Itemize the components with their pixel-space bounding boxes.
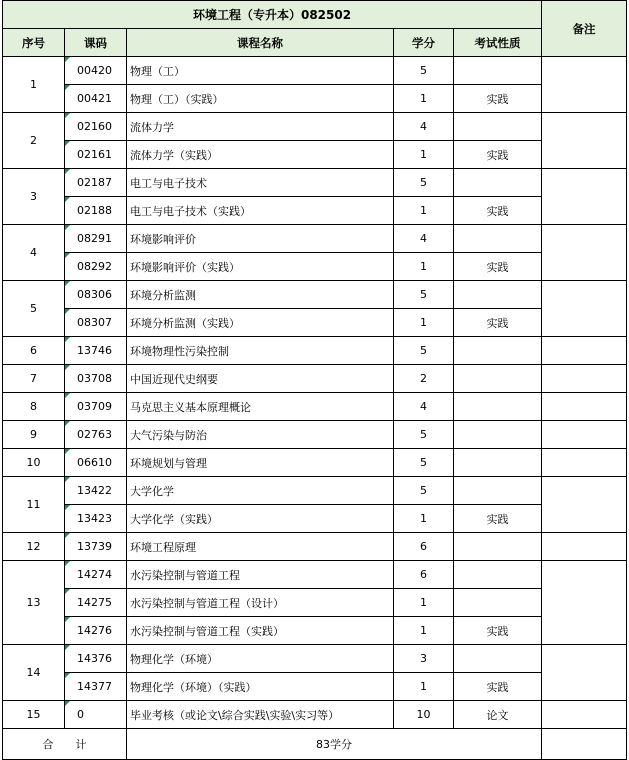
course-name-cell: 物理（工）（实践） bbox=[127, 85, 394, 113]
header-name: 课程名称 bbox=[127, 29, 394, 57]
exam-type-cell bbox=[454, 225, 542, 253]
credits-cell: 10 bbox=[394, 701, 454, 729]
course-code-cell: 06610 bbox=[65, 449, 127, 477]
remark-cell bbox=[542, 645, 627, 701]
seq-cell: 10 bbox=[3, 449, 65, 477]
course-name-cell: 物理（工） bbox=[127, 57, 394, 85]
exam-type-cell: 实践 bbox=[454, 505, 542, 533]
credits-cell: 1 bbox=[394, 589, 454, 617]
seq-cell: 1 bbox=[3, 57, 65, 113]
header-exam: 考试性质 bbox=[454, 29, 542, 57]
exam-type-cell: 实践 bbox=[454, 309, 542, 337]
course-name-cell: 大学化学（实践） bbox=[127, 505, 394, 533]
seq-cell: 7 bbox=[3, 365, 65, 393]
remark-cell bbox=[542, 281, 627, 337]
exam-type-cell: 实践 bbox=[454, 197, 542, 225]
course-name-cell: 马克思主义基本原理概论 bbox=[127, 393, 394, 421]
course-code-cell: 13746 bbox=[65, 337, 127, 365]
seq-cell: 14 bbox=[3, 645, 65, 701]
seq-cell: 2 bbox=[3, 113, 65, 169]
course-code-cell: 00420 bbox=[65, 57, 127, 85]
table-row bbox=[3, 85, 627, 113]
course-name-cell: 环境物理性污染控制 bbox=[127, 337, 394, 365]
table-row bbox=[3, 393, 627, 421]
table-row bbox=[3, 365, 627, 393]
table-row bbox=[3, 701, 627, 729]
header-remark: 备注 bbox=[542, 1, 627, 57]
course-name-cell: 环境影响评价 bbox=[127, 225, 394, 253]
table-row bbox=[3, 421, 627, 449]
credits-cell: 5 bbox=[394, 57, 454, 85]
credits-cell: 1 bbox=[394, 141, 454, 169]
exam-type-cell bbox=[454, 281, 542, 309]
course-code-cell: 02188 bbox=[65, 197, 127, 225]
course-code-cell: 02187 bbox=[65, 169, 127, 197]
seq-cell: 9 bbox=[3, 421, 65, 449]
table-row bbox=[3, 589, 627, 617]
course-code-cell: 02160 bbox=[65, 113, 127, 141]
exam-type-cell bbox=[454, 477, 542, 505]
exam-type-cell: 实践 bbox=[454, 673, 542, 701]
exam-type-cell bbox=[454, 57, 542, 85]
course-name-cell: 大气污染与防治 bbox=[127, 421, 394, 449]
course-name-cell: 环境影响评价（实践） bbox=[127, 253, 394, 281]
exam-type-cell: 实践 bbox=[454, 85, 542, 113]
course-name-cell: 环境规划与管理 bbox=[127, 449, 394, 477]
course-code-cell: 13422 bbox=[65, 477, 127, 505]
table-row bbox=[3, 141, 627, 169]
seq-cell: 5 bbox=[3, 281, 65, 337]
table-title: 环境工程（专升本）082502 bbox=[3, 1, 542, 29]
table-row bbox=[3, 169, 627, 197]
remark-cell bbox=[542, 57, 627, 113]
seq-cell: 6 bbox=[3, 337, 65, 365]
course-name-cell: 水污染控制与管道工程（设计） bbox=[127, 589, 394, 617]
course-name-cell: 毕业考核（或论文\综合实践\实验\实习等） bbox=[127, 701, 394, 729]
exam-type-cell bbox=[454, 561, 542, 589]
credits-cell: 6 bbox=[394, 561, 454, 589]
course-name-cell: 环境分析监测 bbox=[127, 281, 394, 309]
credits-cell: 1 bbox=[394, 197, 454, 225]
credits-cell: 1 bbox=[394, 85, 454, 113]
course-code-cell: 14276 bbox=[65, 617, 127, 645]
course-name-cell: 电工与电子技术 bbox=[127, 169, 394, 197]
total-value: 83学分 bbox=[127, 729, 542, 760]
table-row bbox=[3, 449, 627, 477]
exam-type-cell bbox=[454, 589, 542, 617]
course-code-cell: 14376 bbox=[65, 645, 127, 673]
exam-type-cell bbox=[454, 645, 542, 673]
course-name-cell: 物理化学（环境） bbox=[127, 645, 394, 673]
table-row bbox=[3, 673, 627, 701]
table-row bbox=[3, 477, 627, 505]
exam-type-cell: 实践 bbox=[454, 617, 542, 645]
credits-cell: 4 bbox=[394, 113, 454, 141]
table-row bbox=[3, 505, 627, 533]
table-row bbox=[3, 309, 627, 337]
table-row bbox=[3, 197, 627, 225]
credits-cell: 6 bbox=[394, 533, 454, 561]
seq-cell: 11 bbox=[3, 477, 65, 533]
seq-cell: 13 bbox=[3, 561, 65, 645]
course-code-cell: 08306 bbox=[65, 281, 127, 309]
table-row bbox=[3, 533, 627, 561]
course-name-cell: 环境工程原理 bbox=[127, 533, 394, 561]
course-name-cell: 环境分析监测（实践） bbox=[127, 309, 394, 337]
course-code-cell: 13423 bbox=[65, 505, 127, 533]
course-code-cell: 14377 bbox=[65, 673, 127, 701]
exam-type-cell bbox=[454, 393, 542, 421]
header-seq: 序号 bbox=[3, 29, 65, 57]
exam-type-cell: 实践 bbox=[454, 253, 542, 281]
remark-cell bbox=[542, 337, 627, 365]
credits-cell: 4 bbox=[394, 393, 454, 421]
course-name-cell: 流体力学 bbox=[127, 113, 394, 141]
credits-cell: 5 bbox=[394, 337, 454, 365]
table-row bbox=[3, 225, 627, 253]
course-code-cell: 00421 bbox=[65, 85, 127, 113]
exam-type-cell bbox=[454, 421, 542, 449]
total-label: 合 计 bbox=[3, 729, 127, 760]
curriculum-table bbox=[2, 0, 627, 760]
credits-cell: 5 bbox=[394, 421, 454, 449]
course-name-cell: 大学化学 bbox=[127, 477, 394, 505]
credits-cell: 1 bbox=[394, 253, 454, 281]
seq-cell: 12 bbox=[3, 533, 65, 561]
exam-type-cell: 实践 bbox=[454, 141, 542, 169]
remark-cell bbox=[542, 477, 627, 533]
course-code-cell: 13739 bbox=[65, 533, 127, 561]
remark-cell bbox=[542, 393, 627, 421]
course-code-cell: 03709 bbox=[65, 393, 127, 421]
credits-cell: 1 bbox=[394, 617, 454, 645]
credits-cell: 5 bbox=[394, 169, 454, 197]
credits-cell: 1 bbox=[394, 309, 454, 337]
seq-cell: 8 bbox=[3, 393, 65, 421]
course-name-cell: 水污染控制与管道工程（实践） bbox=[127, 617, 394, 645]
exam-type-cell bbox=[454, 169, 542, 197]
credits-cell: 5 bbox=[394, 477, 454, 505]
course-code-cell: 02161 bbox=[65, 141, 127, 169]
remark-cell bbox=[542, 225, 627, 281]
credits-cell: 5 bbox=[394, 449, 454, 477]
seq-cell: 15 bbox=[3, 701, 65, 729]
table-row bbox=[3, 617, 627, 645]
course-code-cell: 08291 bbox=[65, 225, 127, 253]
table-body bbox=[3, 57, 627, 729]
course-name-cell: 流体力学（实践） bbox=[127, 141, 394, 169]
course-code-cell: 08307 bbox=[65, 309, 127, 337]
seq-cell: 4 bbox=[3, 225, 65, 281]
table-row bbox=[3, 645, 627, 673]
remark-cell bbox=[542, 561, 627, 645]
table-row bbox=[3, 281, 627, 309]
remark-cell bbox=[542, 113, 627, 169]
credits-cell: 3 bbox=[394, 645, 454, 673]
total-remark bbox=[542, 729, 627, 760]
credits-cell: 2 bbox=[394, 365, 454, 393]
table-row bbox=[3, 113, 627, 141]
course-code-cell: 03708 bbox=[65, 365, 127, 393]
course-name-cell: 水污染控制与管道工程 bbox=[127, 561, 394, 589]
remark-cell bbox=[542, 701, 627, 729]
credits-cell: 1 bbox=[394, 505, 454, 533]
course-code-cell: 14275 bbox=[65, 589, 127, 617]
course-name-cell: 物理化学（环境）（实践） bbox=[127, 673, 394, 701]
remark-cell bbox=[542, 421, 627, 449]
exam-type-cell bbox=[454, 113, 542, 141]
exam-type-cell: 论文 bbox=[454, 701, 542, 729]
exam-type-cell bbox=[454, 533, 542, 561]
course-code-cell: 02763 bbox=[65, 421, 127, 449]
seq-cell: 3 bbox=[3, 169, 65, 225]
course-name-cell: 电工与电子技术（实践） bbox=[127, 197, 394, 225]
table-row bbox=[3, 57, 627, 85]
course-code-cell: 14274 bbox=[65, 561, 127, 589]
table-row bbox=[3, 253, 627, 281]
exam-type-cell bbox=[454, 337, 542, 365]
credits-cell: 4 bbox=[394, 225, 454, 253]
remark-cell bbox=[542, 449, 627, 477]
table-row bbox=[3, 561, 627, 589]
header-credits: 学分 bbox=[394, 29, 454, 57]
course-code-cell: 0 bbox=[65, 701, 127, 729]
credits-cell: 1 bbox=[394, 673, 454, 701]
header-code: 课码 bbox=[65, 29, 127, 57]
exam-type-cell bbox=[454, 449, 542, 477]
remark-cell bbox=[542, 533, 627, 561]
remark-cell bbox=[542, 365, 627, 393]
remark-cell bbox=[542, 169, 627, 225]
course-name-cell: 中国近现代史纲要 bbox=[127, 365, 394, 393]
table-row bbox=[3, 337, 627, 365]
course-code-cell: 08292 bbox=[65, 253, 127, 281]
credits-cell: 5 bbox=[394, 281, 454, 309]
exam-type-cell bbox=[454, 365, 542, 393]
